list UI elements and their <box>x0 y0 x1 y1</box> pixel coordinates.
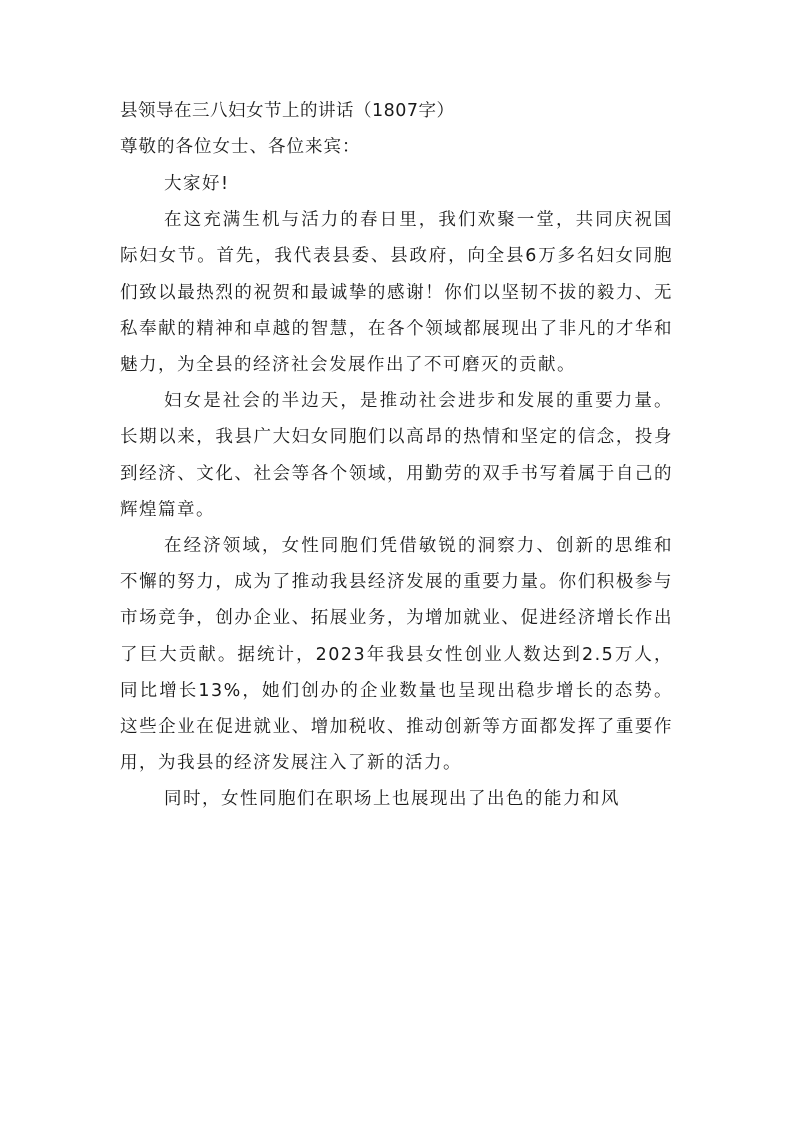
paragraph-workplace: 同时，女性同胞们在职场上也展现出了出色的能力和风 <box>164 789 620 810</box>
document-title: 县领导在三八妇女节上的讲话（1807字） <box>120 101 455 121</box>
paragraph-greeting: 大家好! <box>164 174 230 194</box>
salutation: 尊敬的各位女士、各位来宾： <box>120 137 361 157</box>
paragraph-economy: 在经济领域，女性同胞们凭借敏锐的洞察力、创新的思维和不懈的努力，成为了推动我县经济发展的重要力量。你们积极参与市场竞争，创办企业、拓展业务，为增加就业、促进经济增长作出了巨大贡献。据统计，2023年我县女性创业人数达到2.5万人，同比增长13%，她们创办的企业数量也呈现出稳步增长的态势。这些企业在促进就业、增加税收、推动创新等方面都发挥了重要作用，为我县的经济发展注入了新的活力。 <box>120 536 673 774</box>
paragraph-opening: 在这充满生机与活力的春日里，我们欢聚一堂，共同庆祝国际妇女节。首先，我代表县委、县政府，向全县6万多名妇女同胞们致以最热烈的祝贺和最诚挚的感谢！你们以坚韧不拔的毅力、无私奉献的精神和卓越的智慧，在各个领域都展现出了非凡的才华和魅力，为全县的经济社会发展作出了不可磨灭的贡献。 <box>120 210 673 376</box>
document-body <box>120 94 673 818</box>
paragraph-women-role: 妇女是社会的半边天，是推动社会进步和发展的重要力量。长期以来，我县广大妇女同胞们以高昂的热情和坚定的信念，投身到经济、文化、社会等各个领域，用勤劳的双手书写着属于自己的辉煌篇章。 <box>120 391 673 520</box>
